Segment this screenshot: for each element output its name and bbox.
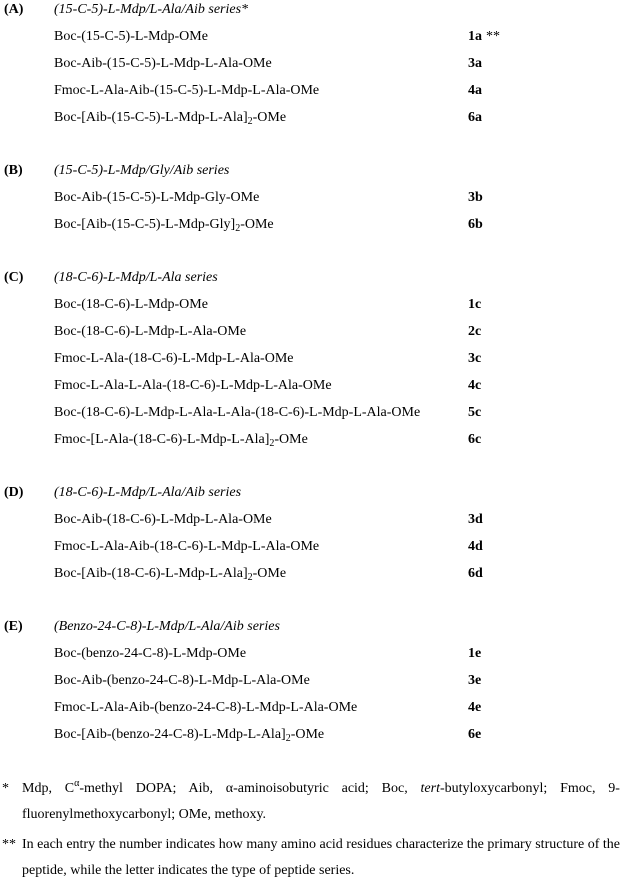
- compound-name: Boc-(18-C-6)-L-Mdp-OMe: [54, 297, 208, 312]
- compound-entry: [0, 217, 600, 237]
- compound-code: 3c: [468, 351, 482, 366]
- compound-entry: [0, 110, 600, 130]
- compound-code: 2c: [468, 324, 482, 339]
- compound-entry: [0, 190, 600, 210]
- series-title: (15-C-5)-L-Mdp/Gly/Aib series: [54, 163, 230, 178]
- compound-name: Boc-$[Aib-(benzo-24-C-8)-L-Mdp-L-Ala]_2$-OMe: [54, 727, 325, 744]
- compound-entry: [0, 539, 600, 559]
- series-title: (18-C-6)-L-Mdp/L-Ala series: [54, 270, 218, 285]
- compound-code: 5c: [468, 405, 482, 420]
- series-header: [0, 2, 600, 22]
- compound-entry: [0, 83, 600, 103]
- compound-name: Boc-$[Aib-(15-C-5)-L-Mdp-Gly]_2$-OMe: [54, 217, 274, 234]
- series-label: (C): [4, 270, 24, 285]
- compound-code: 4e: [468, 700, 482, 715]
- footnote-mark: **: [2, 837, 16, 852]
- series-label: (A): [4, 2, 24, 17]
- compound-name: Boc-$[Aib-(15-C-5)-L-Mdp-L-Ala]_2$-OMe: [54, 110, 287, 127]
- compound-code: 3d: [468, 512, 483, 527]
- compound-name: Boc-(benzo-24-C-8)-L-Mdp-OMe: [54, 646, 247, 661]
- compound-name: Fmoc-L-Ala-Aib-(15-C-5)-L-Mdp-L-Ala-OMe: [54, 83, 320, 98]
- series-label: (B): [4, 163, 23, 178]
- compound-name: Boc-$[Aib-(18-C-6)-L-Mdp-L-Ala]_2$-OMe: [54, 566, 287, 583]
- compound-code: 4a: [468, 83, 482, 98]
- compound-code: 6e: [468, 727, 482, 742]
- series-header: [0, 270, 600, 290]
- footnote-text: In each entry the number indicates how many amino acid residues characterize the primary structure of the peptide, while the letter indicates the type of peptide series.: [22, 837, 620, 878]
- compound-name: Boc-Aib-(15-C-5)-L-Mdp-Gly-OMe: [54, 190, 260, 205]
- compound-name: Boc-Aib-(15-C-5)-L-Mdp-L-Ala-OMe: [54, 56, 272, 71]
- compound-entry: [0, 646, 600, 666]
- compound-entry: [0, 405, 600, 425]
- compound-entry: [0, 324, 600, 344]
- series-label: (D): [4, 485, 24, 500]
- compound-name: Boc-(18-C-6)-L-Mdp-L-Ala-OMe: [54, 324, 247, 339]
- compound-entry: [0, 700, 600, 720]
- series-header: [0, 485, 600, 505]
- series-header: [0, 163, 600, 183]
- series-title: (18-C-6)-L-Mdp/L-Ala/Aib series: [54, 485, 242, 500]
- footnote-abbreviations: [0, 776, 624, 828]
- series-header: [0, 619, 600, 639]
- compound-code: 1e: [468, 646, 482, 661]
- compound-code: 6b: [468, 217, 483, 232]
- footnote-reference-mark: **: [486, 29, 500, 44]
- compound-code: 6c: [468, 432, 482, 447]
- compound-entry: [0, 673, 600, 693]
- compound-name: Boc-Aib-(18-C-6)-L-Mdp-L-Ala-OMe: [54, 512, 272, 527]
- compound-code: 4d: [468, 539, 483, 554]
- compound-code: 3b: [468, 190, 483, 205]
- footnote-mark: *: [2, 781, 9, 796]
- compound-code: 6a: [468, 110, 482, 125]
- series-title: (Benzo-24-C-8)-L-Mdp/L-Ala/Aib series: [54, 619, 280, 634]
- footnote-text: Mdp, $C^\alpha$-methyl DOPA; Aib, α-aminoisobutyric acid; Boc, tert-butyloxycarbonyl; Fmoc, 9-fluorenylmethoxycarbonyl; OMe, methoxy.: [22, 778, 620, 822]
- compound-entry: [0, 378, 600, 398]
- footnote-numbering: [0, 832, 624, 884]
- compound-entry: [0, 56, 600, 76]
- compound-code: 3e: [468, 673, 482, 688]
- compound-name: Fmoc-L-Ala-(18-C-6)-L-Mdp-L-Ala-OMe: [54, 351, 294, 366]
- compound-name: Fmoc-L-Ala-L-Ala-(18-C-6)-L-Mdp-L-Ala-OMe: [54, 378, 332, 393]
- compound-code: 1a **: [468, 29, 500, 44]
- compound-code: 1c: [468, 297, 482, 312]
- compound-entry: [0, 566, 600, 586]
- series-title: (15-C-5)-L-Mdp/L-Ala/Aib series*: [54, 2, 249, 17]
- compound-name: Boc-(18-C-6)-L-Mdp-L-Ala-L-Ala-(18-C-6)-L-Mdp-L-Ala-OMe: [54, 405, 421, 420]
- compound-entry: [0, 432, 600, 452]
- compound-entry: [0, 727, 600, 747]
- compound-code: 6d: [468, 566, 483, 581]
- compound-code: 3a: [468, 56, 482, 71]
- compound-name: Boc-Aib-(benzo-24-C-8)-L-Mdp-L-Ala-OMe: [54, 673, 310, 688]
- compound-code: 4c: [468, 378, 482, 393]
- compound-entry: [0, 29, 600, 49]
- compound-entry: [0, 512, 600, 532]
- series-label: (E): [4, 619, 23, 634]
- compound-entry: [0, 297, 600, 317]
- compound-name: Boc-(15-C-5)-L-Mdp-OMe: [54, 29, 208, 44]
- compound-name: Fmoc-L-Ala-Aib-(18-C-6)-L-Mdp-L-Ala-OMe: [54, 539, 320, 554]
- compound-entry: [0, 351, 600, 371]
- compound-name: Fmoc-L-Ala-Aib-(benzo-24-C-8)-L-Mdp-L-Ala-OMe: [54, 700, 358, 715]
- compound-name: Fmoc-$[L-Ala-(18-C-6)-L-Mdp-L-Ala]_2$-OMe: [54, 432, 308, 449]
